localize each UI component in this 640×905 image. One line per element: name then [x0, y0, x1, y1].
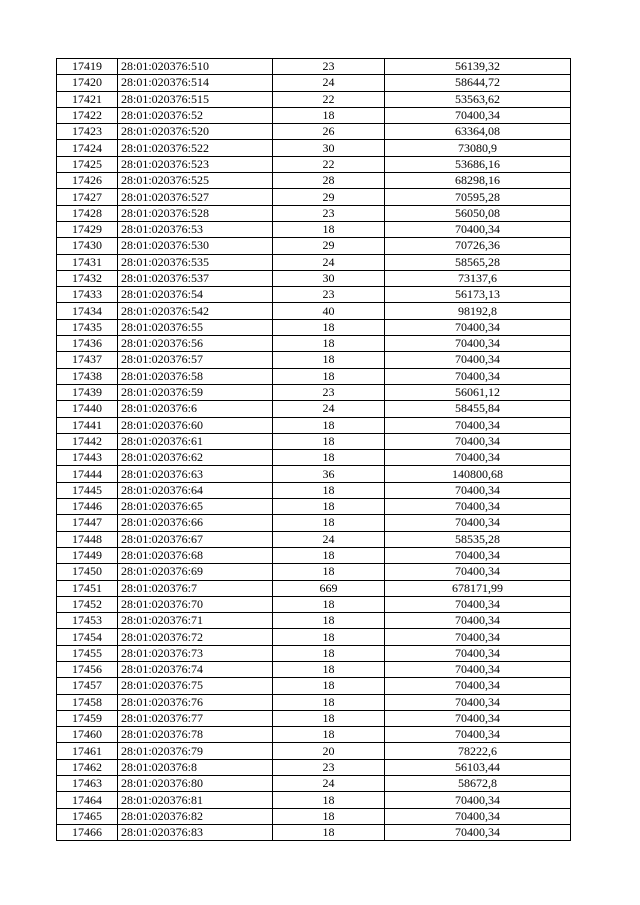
- value-cell: 68298,16: [385, 173, 571, 189]
- row-number-cell: 17433: [57, 287, 118, 303]
- cadastral-number-cell: 28:01:020376:522: [118, 140, 273, 156]
- table-row: [57, 547, 571, 563]
- table-row: [57, 629, 571, 645]
- row-number-cell: 17432: [57, 270, 118, 286]
- area-cell: 18: [273, 727, 385, 743]
- table-row: [57, 368, 571, 384]
- cadastral-number-cell: 28:01:020376:59: [118, 384, 273, 400]
- area-cell: 18: [273, 352, 385, 368]
- value-cell: 73137,6: [385, 270, 571, 286]
- row-number-cell: 17426: [57, 173, 118, 189]
- cadastral-number-cell: 28:01:020376:528: [118, 205, 273, 221]
- area-cell: 23: [273, 59, 385, 75]
- area-cell: 18: [273, 792, 385, 808]
- cadastral-number-cell: 28:01:020376:76: [118, 694, 273, 710]
- row-number-cell: 17421: [57, 91, 118, 107]
- table-row: [57, 776, 571, 792]
- row-number-cell: 17464: [57, 792, 118, 808]
- row-number-cell: 17429: [57, 221, 118, 237]
- table-row: [57, 173, 571, 189]
- row-number-cell: 17441: [57, 417, 118, 433]
- row-number-cell: 17455: [57, 645, 118, 661]
- cadastral-number-cell: 28:01:020376:70: [118, 596, 273, 612]
- value-cell: 70400,34: [385, 613, 571, 629]
- row-number-cell: 17440: [57, 401, 118, 417]
- area-cell: 24: [273, 401, 385, 417]
- row-number-cell: 17422: [57, 107, 118, 123]
- value-cell: 70400,34: [385, 352, 571, 368]
- value-cell: 58565,28: [385, 254, 571, 270]
- row-number-cell: 17454: [57, 629, 118, 645]
- value-cell: 56139,32: [385, 59, 571, 75]
- value-cell: 98192,8: [385, 303, 571, 319]
- table-row: [57, 678, 571, 694]
- row-number-cell: 17430: [57, 238, 118, 254]
- cadastral-number-cell: 28:01:020376:65: [118, 499, 273, 515]
- value-cell: 70400,34: [385, 629, 571, 645]
- table-row: [57, 336, 571, 352]
- table-row: [57, 107, 571, 123]
- value-cell: 70400,34: [385, 547, 571, 563]
- cadastral-number-cell: 28:01:020376:75: [118, 678, 273, 694]
- cadastral-number-cell: 28:01:020376:79: [118, 743, 273, 759]
- cadastral-number-cell: 28:01:020376:530: [118, 238, 273, 254]
- area-cell: 18: [273, 221, 385, 237]
- row-number-cell: 17437: [57, 352, 118, 368]
- table-body: [57, 59, 571, 841]
- area-cell: 24: [273, 75, 385, 91]
- value-cell: 70400,34: [385, 710, 571, 726]
- area-cell: 18: [273, 613, 385, 629]
- table-row: [57, 91, 571, 107]
- area-cell: 23: [273, 205, 385, 221]
- area-cell: 23: [273, 759, 385, 775]
- cadastral-number-cell: 28:01:020376:66: [118, 515, 273, 531]
- area-cell: 29: [273, 238, 385, 254]
- row-number-cell: 17449: [57, 547, 118, 563]
- row-number-cell: 17448: [57, 531, 118, 547]
- cadastral-number-cell: 28:01:020376:57: [118, 352, 273, 368]
- table-row: [57, 189, 571, 205]
- value-cell: 70400,34: [385, 808, 571, 824]
- value-cell: 70400,34: [385, 564, 571, 580]
- cadastral-number-cell: 28:01:020376:55: [118, 319, 273, 335]
- value-cell: 70400,34: [385, 661, 571, 677]
- value-cell: 58672,8: [385, 776, 571, 792]
- area-cell: 18: [273, 319, 385, 335]
- area-cell: 29: [273, 189, 385, 205]
- table-row: [57, 303, 571, 319]
- area-cell: 23: [273, 287, 385, 303]
- table-row: [57, 433, 571, 449]
- row-number-cell: 17423: [57, 124, 118, 140]
- cadastral-number-cell: 28:01:020376:81: [118, 792, 273, 808]
- row-number-cell: 17434: [57, 303, 118, 319]
- row-number-cell: 17439: [57, 384, 118, 400]
- value-cell: 58455,84: [385, 401, 571, 417]
- area-cell: 24: [273, 254, 385, 270]
- area-cell: 18: [273, 336, 385, 352]
- row-number-cell: 17453: [57, 613, 118, 629]
- cadastral-number-cell: 28:01:020376:71: [118, 613, 273, 629]
- table-row: [57, 515, 571, 531]
- area-cell: 18: [273, 824, 385, 840]
- cadastral-number-cell: 28:01:020376:73: [118, 645, 273, 661]
- table-row: [57, 287, 571, 303]
- row-number-cell: 17463: [57, 776, 118, 792]
- value-cell: 70400,34: [385, 792, 571, 808]
- value-cell: 53686,16: [385, 156, 571, 172]
- value-cell: 70400,34: [385, 482, 571, 498]
- area-cell: 18: [273, 645, 385, 661]
- table-row: [57, 694, 571, 710]
- area-cell: 30: [273, 140, 385, 156]
- table-row: [57, 613, 571, 629]
- cadastral-number-cell: 28:01:020376:58: [118, 368, 273, 384]
- table-row: [57, 743, 571, 759]
- cadastral-number-cell: 28:01:020376:77: [118, 710, 273, 726]
- area-cell: 22: [273, 156, 385, 172]
- row-number-cell: 17427: [57, 189, 118, 205]
- cadastral-number-cell: 28:01:020376:82: [118, 808, 273, 824]
- area-cell: 18: [273, 499, 385, 515]
- cadastral-number-cell: 28:01:020376:67: [118, 531, 273, 547]
- table-row: [57, 759, 571, 775]
- table-row: [57, 710, 571, 726]
- cadastral-number-cell: 28:01:020376:54: [118, 287, 273, 303]
- row-number-cell: 17419: [57, 59, 118, 75]
- area-cell: 18: [273, 368, 385, 384]
- row-number-cell: 17446: [57, 499, 118, 515]
- row-number-cell: 17428: [57, 205, 118, 221]
- cadastral-number-cell: 28:01:020376:510: [118, 59, 273, 75]
- area-cell: 18: [273, 629, 385, 645]
- cadastral-number-cell: 28:01:020376:64: [118, 482, 273, 498]
- area-cell: 30: [273, 270, 385, 286]
- table-row: [57, 727, 571, 743]
- cadastral-number-cell: 28:01:020376:74: [118, 661, 273, 677]
- value-cell: 56061,12: [385, 384, 571, 400]
- area-cell: 18: [273, 450, 385, 466]
- table-row: [57, 450, 571, 466]
- area-cell: 18: [273, 417, 385, 433]
- row-number-cell: 17457: [57, 678, 118, 694]
- row-number-cell: 17460: [57, 727, 118, 743]
- area-cell: 18: [273, 433, 385, 449]
- table-row: [57, 645, 571, 661]
- cadastral-number-cell: 28:01:020376:514: [118, 75, 273, 91]
- cadastral-number-cell: 28:01:020376:537: [118, 270, 273, 286]
- area-cell: 18: [273, 678, 385, 694]
- table-row: [57, 156, 571, 172]
- row-number-cell: 17424: [57, 140, 118, 156]
- cadastral-number-cell: 28:01:020376:515: [118, 91, 273, 107]
- cadastral-number-cell: 28:01:020376:7: [118, 580, 273, 596]
- area-cell: 18: [273, 710, 385, 726]
- value-cell: 70400,34: [385, 596, 571, 612]
- table-row: [57, 482, 571, 498]
- value-cell: 53563,62: [385, 91, 571, 107]
- area-cell: 40: [273, 303, 385, 319]
- table-row: [57, 140, 571, 156]
- row-number-cell: 17444: [57, 466, 118, 482]
- value-cell: 70400,34: [385, 645, 571, 661]
- cadastral-number-cell: 28:01:020376:527: [118, 189, 273, 205]
- area-cell: 36: [273, 466, 385, 482]
- cadastral-number-cell: 28:01:020376:6: [118, 401, 273, 417]
- value-cell: 70400,34: [385, 319, 571, 335]
- area-cell: 18: [273, 564, 385, 580]
- row-number-cell: 17462: [57, 759, 118, 775]
- cadastral-number-cell: 28:01:020376:8: [118, 759, 273, 775]
- row-number-cell: 17436: [57, 336, 118, 352]
- area-cell: 18: [273, 515, 385, 531]
- area-cell: 23: [273, 384, 385, 400]
- value-cell: 63364,08: [385, 124, 571, 140]
- row-number-cell: 17461: [57, 743, 118, 759]
- value-cell: 678171,99: [385, 580, 571, 596]
- area-cell: 22: [273, 91, 385, 107]
- area-cell: 20: [273, 743, 385, 759]
- table-row: [57, 254, 571, 270]
- table-row: [57, 792, 571, 808]
- value-cell: 56173,13: [385, 287, 571, 303]
- area-cell: 18: [273, 661, 385, 677]
- row-number-cell: 17459: [57, 710, 118, 726]
- table-row: [57, 466, 571, 482]
- row-number-cell: 17452: [57, 596, 118, 612]
- area-cell: 669: [273, 580, 385, 596]
- value-cell: 70400,34: [385, 107, 571, 123]
- table-row: [57, 596, 571, 612]
- cadastral-table: [56, 58, 571, 841]
- value-cell: 56050,08: [385, 205, 571, 221]
- row-number-cell: 17445: [57, 482, 118, 498]
- area-cell: 26: [273, 124, 385, 140]
- area-cell: 18: [273, 547, 385, 563]
- area-cell: 28: [273, 173, 385, 189]
- area-cell: 24: [273, 776, 385, 792]
- value-cell: 70400,34: [385, 221, 571, 237]
- value-cell: 70400,34: [385, 515, 571, 531]
- cadastral-number-cell: 28:01:020376:542: [118, 303, 273, 319]
- row-number-cell: 17443: [57, 450, 118, 466]
- value-cell: 58644,72: [385, 75, 571, 91]
- table-row: [57, 417, 571, 433]
- value-cell: 70400,34: [385, 499, 571, 515]
- area-cell: 18: [273, 808, 385, 824]
- cadastral-number-cell: 28:01:020376:63: [118, 466, 273, 482]
- value-cell: 73080,9: [385, 140, 571, 156]
- table-row: [57, 352, 571, 368]
- area-cell: 24: [273, 531, 385, 547]
- row-number-cell: 17435: [57, 319, 118, 335]
- value-cell: 140800,68: [385, 466, 571, 482]
- cadastral-number-cell: 28:01:020376:60: [118, 417, 273, 433]
- cadastral-number-cell: 28:01:020376:78: [118, 727, 273, 743]
- table-row: [57, 124, 571, 140]
- row-number-cell: 17442: [57, 433, 118, 449]
- row-number-cell: 17425: [57, 156, 118, 172]
- value-cell: 70595,28: [385, 189, 571, 205]
- area-cell: 18: [273, 694, 385, 710]
- table-row: [57, 661, 571, 677]
- value-cell: 70400,34: [385, 824, 571, 840]
- value-cell: 70400,34: [385, 433, 571, 449]
- value-cell: 70400,34: [385, 336, 571, 352]
- cadastral-number-cell: 28:01:020376:53: [118, 221, 273, 237]
- cadastral-number-cell: 28:01:020376:56: [118, 336, 273, 352]
- cadastral-number-cell: 28:01:020376:52: [118, 107, 273, 123]
- table-row: [57, 270, 571, 286]
- cadastral-number-cell: 28:01:020376:68: [118, 547, 273, 563]
- table-row: [57, 75, 571, 91]
- table-row: [57, 59, 571, 75]
- cadastral-number-cell: 28:01:020376:525: [118, 173, 273, 189]
- row-number-cell: 17431: [57, 254, 118, 270]
- value-cell: 56103,44: [385, 759, 571, 775]
- row-number-cell: 17450: [57, 564, 118, 580]
- table-row: [57, 580, 571, 596]
- row-number-cell: 17420: [57, 75, 118, 91]
- row-number-cell: 17438: [57, 368, 118, 384]
- cadastral-number-cell: 28:01:020376:83: [118, 824, 273, 840]
- table-row: [57, 384, 571, 400]
- cadastral-number-cell: 28:01:020376:535: [118, 254, 273, 270]
- cadastral-number-cell: 28:01:020376:523: [118, 156, 273, 172]
- value-cell: 70400,34: [385, 368, 571, 384]
- table-row: [57, 564, 571, 580]
- area-cell: 18: [273, 596, 385, 612]
- table-row: [57, 221, 571, 237]
- row-number-cell: 17458: [57, 694, 118, 710]
- value-cell: 70400,34: [385, 417, 571, 433]
- row-number-cell: 17465: [57, 808, 118, 824]
- row-number-cell: 17466: [57, 824, 118, 840]
- value-cell: 58535,28: [385, 531, 571, 547]
- table-row: [57, 824, 571, 840]
- row-number-cell: 17451: [57, 580, 118, 596]
- value-cell: 70726,36: [385, 238, 571, 254]
- value-cell: 70400,34: [385, 450, 571, 466]
- row-number-cell: 17456: [57, 661, 118, 677]
- cadastral-number-cell: 28:01:020376:69: [118, 564, 273, 580]
- area-cell: 18: [273, 107, 385, 123]
- value-cell: 70400,34: [385, 727, 571, 743]
- value-cell: 70400,34: [385, 694, 571, 710]
- table-row: [57, 531, 571, 547]
- cadastral-number-cell: 28:01:020376:61: [118, 433, 273, 449]
- cadastral-number-cell: 28:01:020376:72: [118, 629, 273, 645]
- row-number-cell: 17447: [57, 515, 118, 531]
- value-cell: 70400,34: [385, 678, 571, 694]
- cadastral-number-cell: 28:01:020376:62: [118, 450, 273, 466]
- value-cell: 78222,6: [385, 743, 571, 759]
- cadastral-number-cell: 28:01:020376:80: [118, 776, 273, 792]
- cadastral-number-cell: 28:01:020376:520: [118, 124, 273, 140]
- table-row: [57, 238, 571, 254]
- table-row: [57, 319, 571, 335]
- table-row: [57, 808, 571, 824]
- area-cell: 18: [273, 482, 385, 498]
- table-row: [57, 205, 571, 221]
- table-row: [57, 401, 571, 417]
- table-row: [57, 499, 571, 515]
